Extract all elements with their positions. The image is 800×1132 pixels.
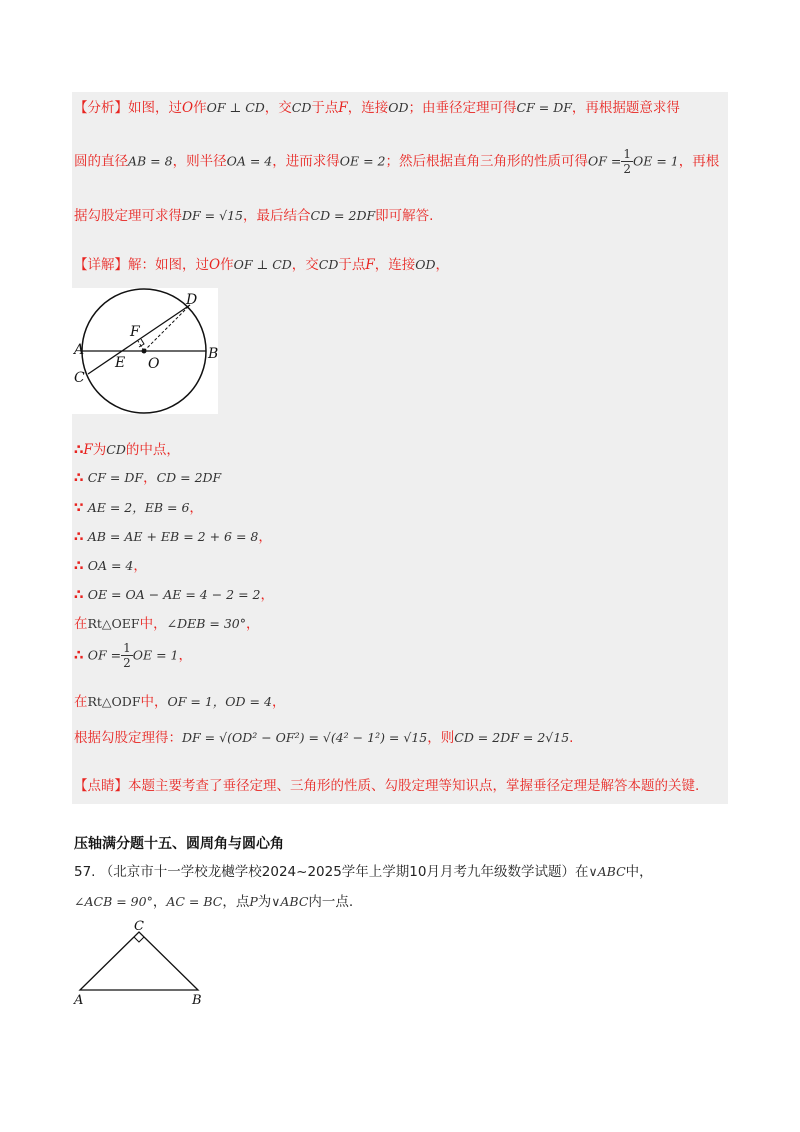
text: 的中点， [125,442,180,458]
text: ， [143,470,157,486]
text: 为 [257,894,272,910]
math-expr: AC = BC [166,894,223,909]
text: 为 [92,442,107,458]
math-point: F [365,257,375,273]
math-expr: CF = DF [516,100,572,115]
analysis-line-3 [74,204,433,224]
math-expr: ∨ABC [271,894,309,909]
therefore-symbol: ∴ [74,529,84,545]
math-point: F [83,442,93,458]
math-expr: CD [106,442,126,457]
comment-tag: 【点睛】 [74,778,128,794]
text: ， [178,647,192,664]
text: 在 [74,616,88,632]
circle-diagram [72,288,218,414]
right-angle-mark [134,937,144,942]
math-expr: DF = √15 [182,208,243,223]
text: ，连接 [374,257,416,273]
label-d: D [186,292,198,308]
math-point: P [249,894,258,909]
math-expr: OE = 1 [633,153,679,169]
section-heading: 压轴满分题十五、圆周角与圆心角 [74,836,284,852]
text: 作 [193,100,207,116]
text: ， [435,257,450,273]
text: ，交 [264,100,292,116]
text: ，再根据题意求得 [571,100,680,116]
math-expr: OF ⊥ CD [233,257,292,272]
therefore-symbol: ∴ [74,470,84,486]
text: 据勾股定理可求得 [74,208,182,224]
text: 中， [140,694,168,710]
math-point: O [209,257,221,273]
math-expr: OE = 1 [132,647,179,663]
text: ，则 [427,730,455,746]
text: 根据勾股定理得： [74,730,182,746]
step-1 [74,438,180,458]
detail-line [74,253,449,273]
math-expr: OF = [588,153,622,169]
therefore-symbol: ∴ [74,442,84,458]
text: ， [133,558,147,574]
comment-text: 本题主要考查了垂径定理、三角形的性质、勾股定理等知识点，掌握垂径定理是解答本题的关键. [128,778,700,794]
math-expr: OA = 4 [87,558,134,573]
math-expr: AB = AE + EB = 2 + 6 = 8 [87,529,259,544]
step-7 [74,612,259,632]
math-expr: OE = OA − AE = 4 − 2 = 2 [87,587,261,602]
step-4 [74,525,272,545]
text: 中， [139,616,167,632]
center-dot [142,349,147,354]
step-5 [74,554,147,574]
text: 内一点. [308,894,354,910]
math-expr: ∠DEB = 30° [166,616,246,631]
circle-figure [72,288,218,414]
math-expr: Rt△OEF [87,616,140,631]
fraction [121,642,133,669]
triangle-diagram [72,918,212,1010]
label-o: O [148,356,160,372]
math-expr: OD [415,257,436,272]
fraction-numerator: 1 [123,641,131,655]
math-expr: ∨ABC [588,864,626,879]
text: 中， [625,864,653,880]
analysis-tag: 【分析】 [74,100,128,116]
text: ，再根 [678,153,720,170]
fraction-denominator: 2 [623,162,632,176]
text: 如图，过 [128,100,182,116]
text: 解：如图，过 [128,257,209,273]
text: ，交 [291,257,319,273]
label-b: B [192,993,202,1008]
text: ，连接 [347,100,389,116]
math-expr: OD [388,100,409,115]
text: 在 [74,694,88,710]
math-expr: OA = 4 [226,153,273,169]
label-a: A [74,342,85,358]
math-expr: CD [318,257,339,272]
fraction-numerator: 1 [623,147,632,161]
math-expr: CD = 2DF [156,470,222,485]
math-point: F [338,100,348,116]
text: ， [260,587,274,603]
math-expr: OF = 1，OD = 4 [167,694,272,709]
text: 即可解答. [375,208,434,224]
step-9 [74,690,285,710]
question-number: 57. [74,864,96,880]
math-expr: CD = 2DF [310,208,376,223]
therefore-symbol: ∴ [74,558,84,574]
detail-tag: 【详解】 [74,257,128,273]
text: ， [258,529,272,545]
text: 于点 [338,257,366,273]
text: 圆的直径 [74,153,128,170]
text: 于点 [311,100,339,116]
text: ；由垂径定理可得 [408,100,517,116]
comment-line [74,774,699,794]
text: ，则半径 [172,153,227,170]
question-line-2 [74,890,353,910]
label-c: C [134,919,144,934]
step-10 [74,726,573,746]
fraction-denominator: 2 [123,656,131,670]
text: ， [245,616,260,632]
math-expr: ∠ACB = 90° [74,894,153,909]
because-symbol: ∵ [74,500,84,516]
math-expr: OE = 2 [339,153,386,169]
right-angle-mark [139,339,144,347]
analysis-line-1 [74,96,680,116]
question-source: （北京市十一学校龙樾学校2024~2025学年上学期10月月考九年级数学试题）在 [99,864,589,880]
text: ， [189,500,203,516]
math-expr: Rt△ODF [87,694,141,709]
triangle-figure [72,918,212,1010]
fraction [621,148,633,175]
math-expr: CD [291,100,312,115]
text: ；然后根据直角三角形的性质可得 [385,153,588,170]
math-expr: OF ⊥ CD [206,100,265,115]
text: ，最后结合 [243,208,311,224]
math-expr: CF = DF [87,470,144,485]
text: 作 [220,257,234,273]
text: ， [152,894,167,910]
step-8 [74,642,192,669]
math-expr: DF = √(OD² − OF²) = √(4² − 1²) = √15 [182,730,428,745]
label-a: A [74,993,84,1008]
step-2 [74,466,221,486]
label-b: B [208,346,218,362]
text: ，进而求得 [272,153,340,170]
text: ， [271,694,286,710]
analysis-line-2 [74,148,719,175]
text: . [569,730,574,746]
step-6 [74,583,274,603]
text: ，点 [222,894,250,910]
math-expr: AE = 2，EB = 6 [87,500,190,515]
segment-od [144,305,190,351]
label-f: F [130,324,140,340]
therefore-symbol: ∴ [74,647,84,664]
label-c: C [74,370,85,386]
math-expr: CD = 2DF = 2√15 [454,730,570,745]
therefore-symbol: ∴ [74,587,84,603]
question-line-1 [74,860,653,880]
triangle [80,932,198,990]
math-expr: OF = [87,647,122,663]
math-point: O [182,100,194,116]
math-expr: AB = 8 [128,153,173,169]
label-e: E [115,355,126,371]
step-3 [74,496,203,516]
